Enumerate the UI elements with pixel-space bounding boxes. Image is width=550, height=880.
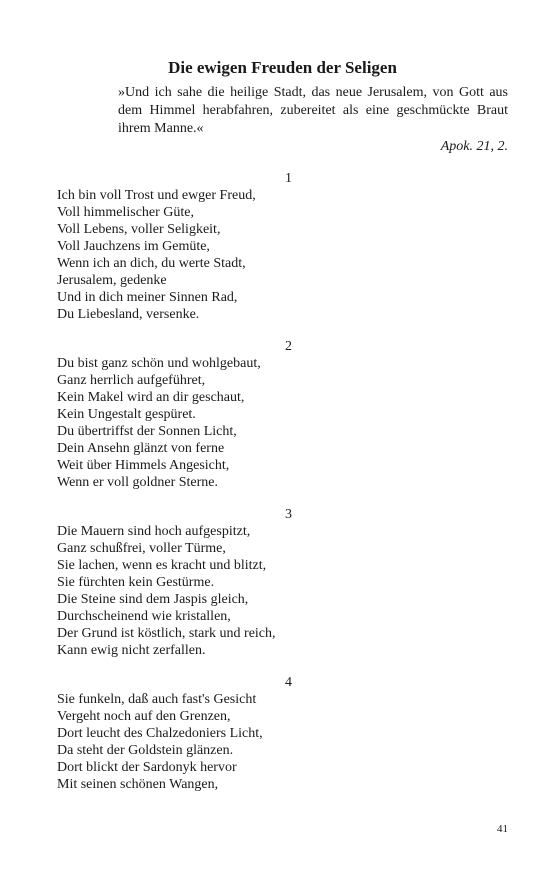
verse-line: Kann ewig nicht zerfallen. <box>57 643 206 658</box>
verse-line: Mit seinen schönen Wangen, <box>57 777 219 792</box>
verse-line: Ganz herrlich aufgeführet, <box>57 373 206 388</box>
verse-line: Du übertriffst der Sonnen Licht, <box>57 424 237 439</box>
epigraph <box>118 84 508 156</box>
verse-line: Sie fürchten kein Gestürme. <box>57 575 215 590</box>
verse-line: Da steht der Goldstein glänzen. <box>57 743 234 758</box>
verse-line: Kein Makel wird an dir geschaut, <box>57 390 245 405</box>
stanza-1 <box>57 170 292 323</box>
verse-line: Der Grund ist köstlich, stark und reich, <box>57 626 276 641</box>
stanza-3 <box>57 506 292 659</box>
verse-line: Die Steine sind dem Jaspis gleich, <box>57 592 249 607</box>
page-number: 41 <box>497 823 508 835</box>
stanza-number: 1 <box>285 171 292 186</box>
verse-line: Ich bin voll Trost und ewger Freud, <box>57 188 256 203</box>
poem-title: Die ewigen Freuden der Seligen <box>168 58 397 77</box>
verse-line: Du Liebesland, versenke. <box>57 307 200 322</box>
verse-line: Sie funkeln, daß auch fast's Gesicht <box>57 692 257 707</box>
verse-line: Voll Lebens, voller Seligkeit, <box>57 222 221 237</box>
stanza-4 <box>57 674 292 793</box>
verse-line: Weit über Himmels Angesicht, <box>57 458 230 473</box>
verse-line: Und in dich meiner Sinnen Rad, <box>57 290 238 305</box>
verse-line: Jerusalem, gedenke <box>57 273 167 288</box>
verse-line: Dort blickt der Sardonyk hervor <box>57 760 237 775</box>
verse-line: Vergeht noch auf den Grenzen, <box>57 709 231 724</box>
stanza-2 <box>57 338 292 491</box>
verse-line: Die Mauern sind hoch aufgespitzt, <box>57 524 251 539</box>
stanza-number: 4 <box>285 675 292 690</box>
epigraph-source: Apok. 21, 2. <box>440 139 508 154</box>
verse-line: Sie lachen, wenn es kracht und blitzt, <box>57 558 267 573</box>
stanza-number: 2 <box>285 339 292 354</box>
stanza-number: 3 <box>285 507 292 522</box>
verse-line: Voll Jauchzens im Gemüte, <box>57 239 210 254</box>
verse-line: Voll himmelischer Güte, <box>57 205 194 220</box>
verse-line: Ganz schußfrei, voller Türme, <box>57 541 226 556</box>
verse-line: Kein Ungestalt gespüret. <box>57 407 196 422</box>
epigraph-quote: »Und ich sahe die heilige Stadt, das neue Jerusalem, von Gott aus dem Himmel herabfahren, zubereitet als eine geschmückte Braut ihrem Manne.« <box>118 85 508 136</box>
verse-line: Du bist ganz schön und wohlgebaut, <box>57 356 261 371</box>
verse-line: Dort leucht des Chalzedoniers Licht, <box>57 726 263 741</box>
verse-line: Wenn er voll goldner Sterne. <box>57 475 218 490</box>
verse-line: Dein Ansehn glänzt von ferne <box>57 441 225 456</box>
verse-line: Durchscheinend wie kristallen, <box>57 609 231 624</box>
verse-line: Wenn ich an dich, du werte Stadt, <box>57 256 246 271</box>
